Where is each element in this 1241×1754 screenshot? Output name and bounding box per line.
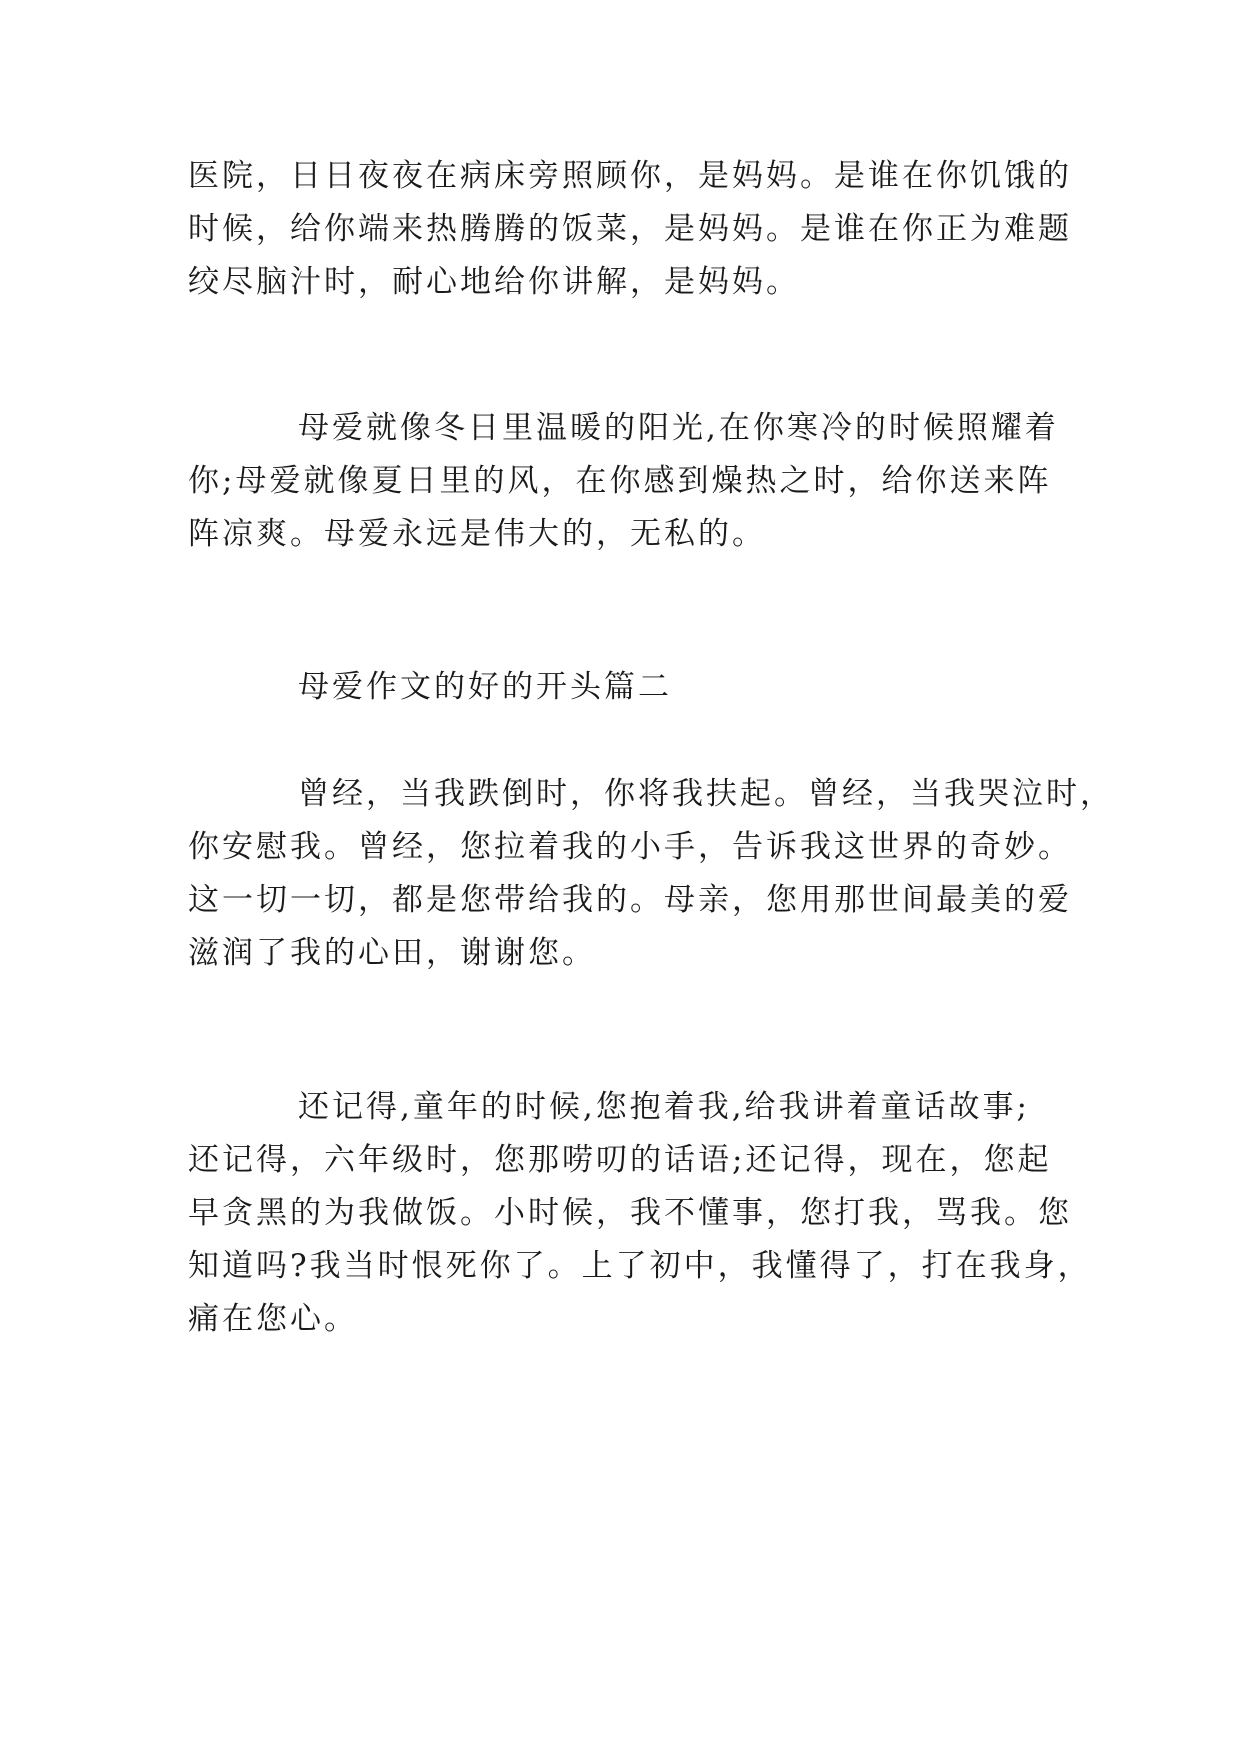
text-line: 这一切一切，都是您带给我的。母亲，您用那世间最美的爱 [188,882,1072,918]
text-line: 知道吗?我当时恨死你了。上了初中，我懂得了，打在我身， [188,1248,1092,1284]
text-line: 还记得,童年的时候,您抱着我,给我讲着童话故事; [298,1089,1031,1125]
text-line: 时候，给你端来热腾腾的饭菜，是妈妈。是谁在你正为难题 [188,211,1072,247]
text-line: 你;母爱就像夏日里的风，在你感到燥热之时，给你送来阵 [188,463,1052,499]
text-line: 你安慰我。曾经，您拉着我的小手，告诉我这世界的奇妙。 [188,829,1072,865]
paragraph-hospital-care [188,150,1072,309]
paragraph-mother-love-sunshine [188,402,1059,561]
paragraph-still-remember [188,1081,1092,1346]
text-line: 医院，日日夜夜在病床旁照顾你，是妈妈。是谁在你饥饿的 [188,158,1072,194]
text-line: 阵凉爽。母爱永远是伟大的，无私的。 [188,516,766,552]
heading-text: 母爱作文的好的开头篇二 [298,669,672,705]
text-line: 痛在您心。 [188,1301,358,1337]
text-line: 早贪黑的为我做饭。小时候，我不懂事，您打我，骂我。您 [188,1195,1072,1231]
text-line: 绞尽脑汁时，耐心地给你讲解，是妈妈。 [188,264,800,300]
text-line: 母爱就像冬日里温暖的阳光,在你寒冷的时候照耀着 [298,410,1059,446]
text-line: 滋润了我的心田，谢谢您。 [188,935,596,971]
text-line: 还记得，六年级时，您那唠叨的话语;还记得，现在，您起 [188,1142,1052,1178]
section-heading [188,661,1056,714]
text-line: 曾经，当我跌倒时，你将我扶起。曾经，当我哭泣时， [298,776,1114,812]
paragraph-once-upon [188,768,1114,980]
